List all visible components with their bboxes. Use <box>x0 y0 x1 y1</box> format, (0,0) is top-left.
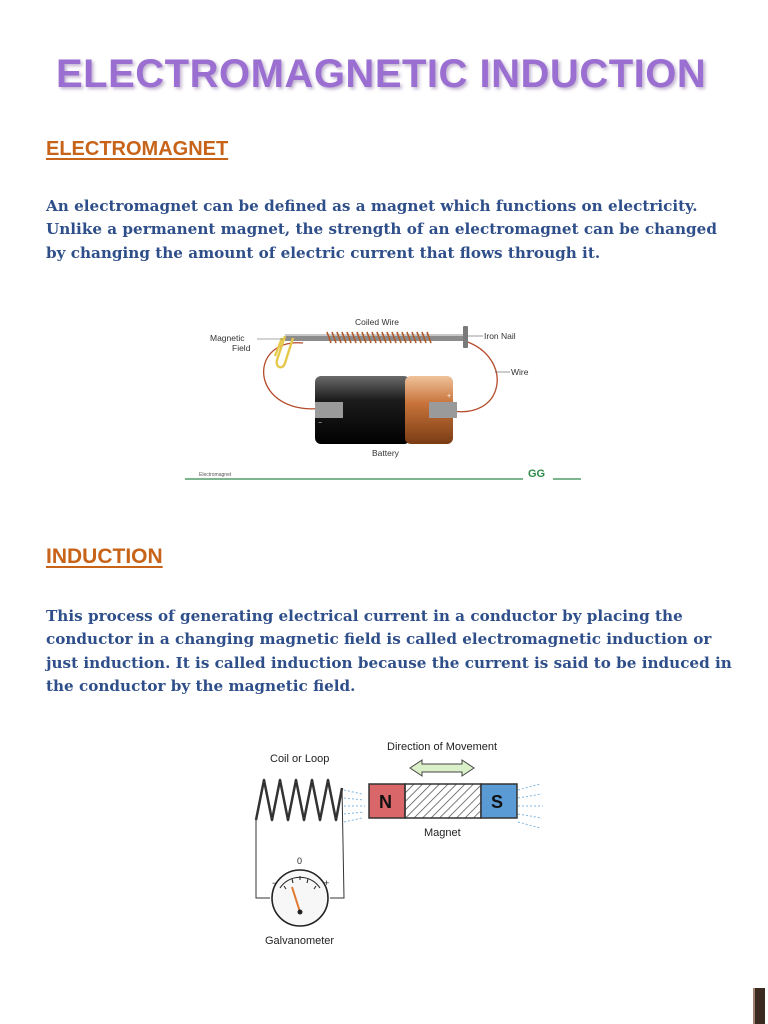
induction-figure <box>232 728 570 958</box>
label-galvanometer: Galvanometer <box>265 935 335 947</box>
label-coil-or-loop: Coil or Loop <box>270 753 330 765</box>
electromagnet-paragraph: An electromagnet can be defined as a magnet which functions on electricity. Unlike a permanent magnet, the strength of an electromagnet can be changed by changing the amount of electric current that flows through it. <box>46 197 717 262</box>
right-field-lines <box>518 784 543 828</box>
bar-magnet <box>369 784 517 818</box>
label-coiled-wire: Coiled Wire <box>355 317 399 327</box>
double-arrow-icon <box>410 760 474 776</box>
figure-caption: Electromagnet <box>199 472 232 478</box>
induction-paragraph: This process of generating electrical current in a conductor by placing the conductor in a changing magnetic field is called electromagnetic induction or just induction. It is called induction because the current is said to be induced in the conductor by the magnetic field. <box>46 607 732 695</box>
label-field: Field <box>232 343 251 353</box>
electromagnet-diagram <box>185 298 585 483</box>
label-battery: Battery <box>372 448 399 458</box>
label-wire: Wire <box>511 367 529 377</box>
page-title: ELECTROMAGNETIC INDUCTION <box>56 52 707 96</box>
svg-text:−: − <box>318 420 323 427</box>
label-magnetic: Magnetic <box>210 333 245 343</box>
label-magnet: Magnet <box>424 827 461 839</box>
section-heading-induction: INDUCTION <box>46 545 163 568</box>
right-wire <box>447 341 497 412</box>
electromagnet-figure <box>185 298 585 483</box>
svg-text:+: + <box>447 393 452 400</box>
galvanometer-icon <box>272 870 329 926</box>
induction-diagram <box>232 728 570 958</box>
coil-loop-icon <box>256 780 342 820</box>
section-heading-electromagnet: ELECTROMAGNET <box>46 138 229 160</box>
svg-text:−: − <box>272 878 278 888</box>
geeks-logo-icon: GG <box>528 468 546 480</box>
svg-text:+: + <box>324 878 330 888</box>
south-pole-label: S <box>491 792 504 812</box>
page-edge-marker <box>753 988 765 1024</box>
label-zero: 0 <box>297 856 303 866</box>
label-iron-nail: Iron Nail <box>484 331 516 341</box>
circuit-wire <box>256 820 270 898</box>
left-field-lines <box>344 790 365 822</box>
iron-nail <box>285 326 468 348</box>
label-direction-of-movement: Direction of Movement <box>387 741 498 753</box>
battery-icon <box>315 376 457 444</box>
north-pole-label: N <box>379 792 392 812</box>
